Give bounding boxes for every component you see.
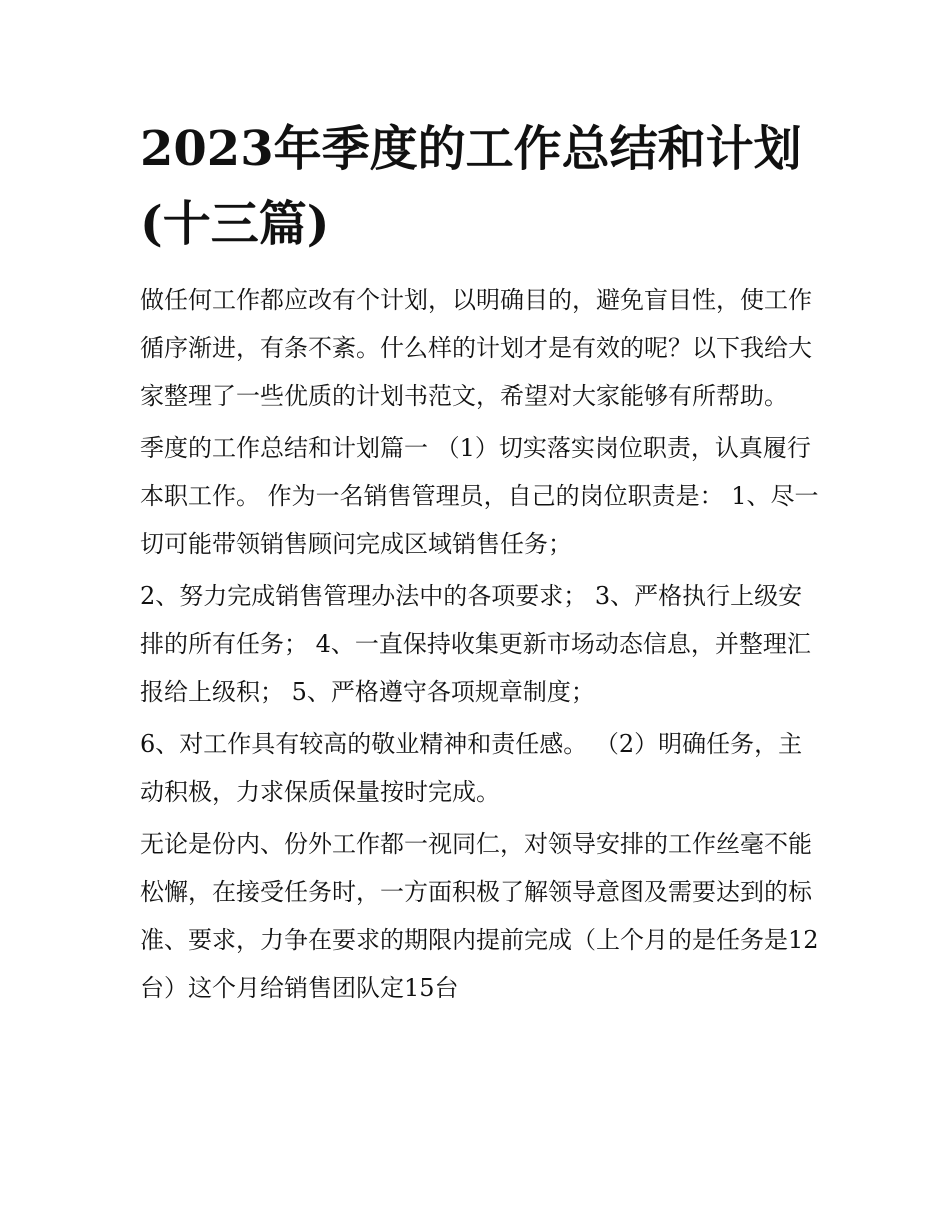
document-page <box>140 112 820 1016</box>
document-title: 2023年季度的工作总结和计划(十三篇) <box>140 121 802 252</box>
paragraph-responsibility: 6、对工作具有较高的敬业精神和责任感。 （2）明确任务，主动积极，力求保质保量按时完成。 <box>140 730 803 806</box>
paragraph-intro: 做任何工作都应改有个计划，以明确目的，避免盲目性，使工作循序渐进，有条不紊。什么样的计划才是有效的呢？以下我给大家整理了一些优质的计划书范文，希望对大家能够有所帮助。 <box>140 286 812 410</box>
paragraph-duties: 2、努力完成销售管理办法中的各项要求； 3、严格执行上级安排的所有任务； 4、一直保持收集更新市场动态信息，并整理汇报给上级积； 5、严格遵守各项规章制度； <box>140 582 811 706</box>
paragraph-tasks: 无论是份内、份外工作都一视同仁，对领导安排的工作丝毫不能松懈，在接受任务时，一方面积极了解领导意图及需要达到的标准、要求，力争在要求的期限内提前完成（上个月的是任务是12台）这个月给销售团队定15台 <box>140 830 819 1002</box>
paragraph-section-one: 季度的工作总结和计划篇一 （1）切实落实岗位职责，认真履行本职工作。 作为一名销售管理员，自己的岗位职责是： 1、尽一切可能带领销售顾问完成区域销售任务； <box>140 434 819 558</box>
